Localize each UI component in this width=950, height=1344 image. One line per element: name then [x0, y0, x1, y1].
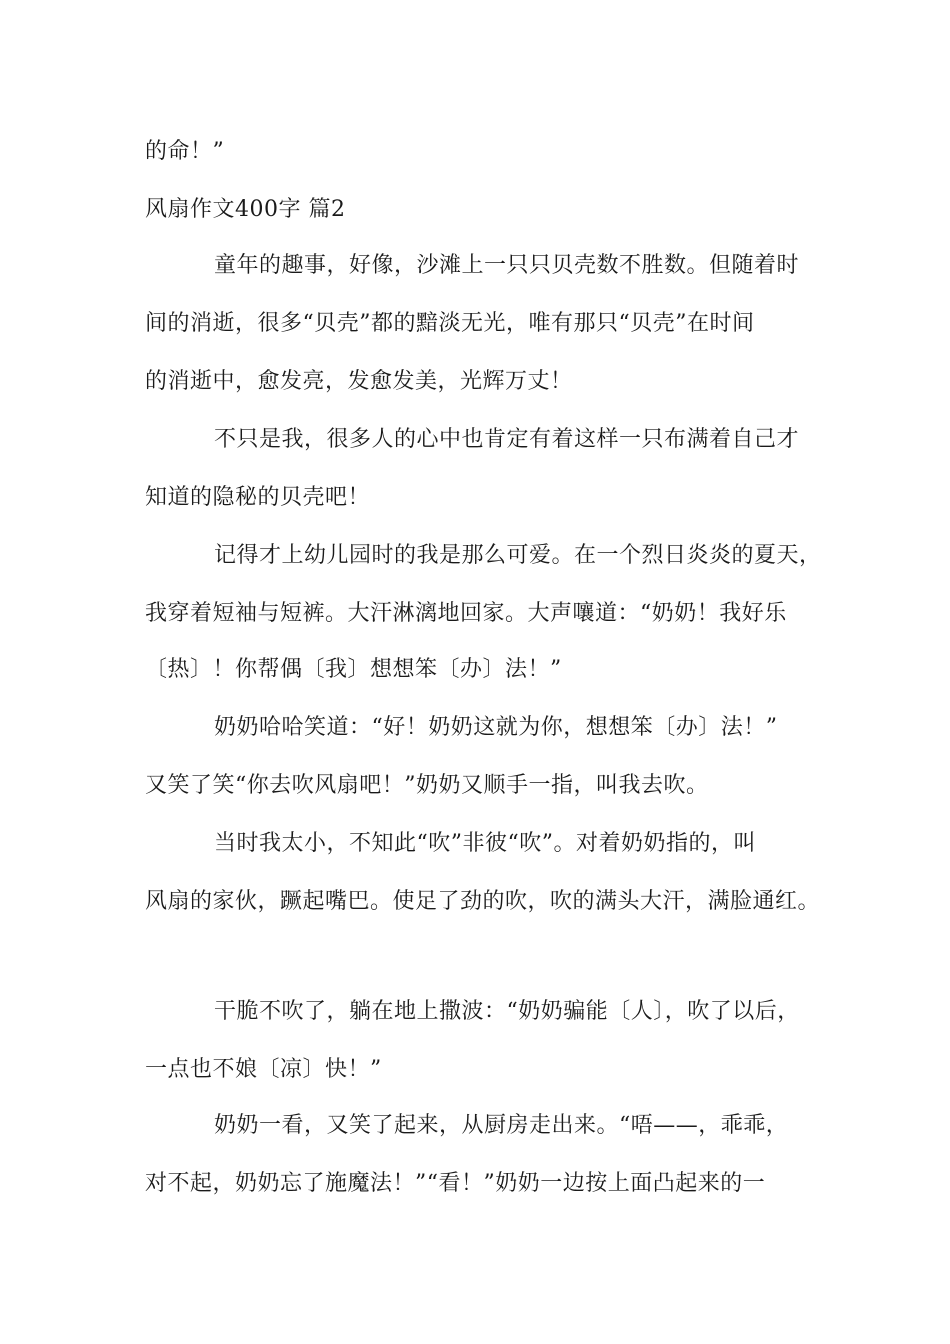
paragraph-line: 知道的隐秘的贝壳吧！ — [145, 485, 371, 510]
paragraph-line: 童年的趣事，好像，沙滩上一只只贝壳数不胜数。但随着时 — [214, 253, 800, 278]
paragraph-line: 奶奶一看，又笑了起来，从厨房走出来。“唔——，乖乖， — [214, 1113, 789, 1138]
paragraph-line: 的消逝中，愈发亮，发愈发美，光辉万丈！ — [145, 369, 573, 394]
section-heading: 风扇作文400字 篇2 — [145, 197, 346, 222]
paragraph-line: 当时我太小，不知此“吹”非彼“吹”。对着奶奶指的，叫 — [214, 831, 756, 856]
paragraph-line: 又笑了笑“你去吹风扇吧！”奶奶又顺手一指，叫我去吹。 — [145, 773, 709, 798]
paragraph-line: 间的消逝，很多“贝壳”都的黯淡无光，唯有那只“贝壳”在时间 — [145, 311, 755, 336]
paragraph-line: 一点也不娘〔凉〕快！” — [145, 1057, 382, 1082]
paragraph-line: 奶奶哈哈笑道：“好！奶奶这就为你，想想笨〔办〕法！” — [214, 715, 778, 740]
paragraph-line: 干脆不吹了，躺在地上撒波：“奶奶骗能〔人〕，吹了以后， — [214, 999, 800, 1024]
paragraph-line: 不只是我，很多人的心中也肯定有着这样一只布满着自己才 — [214, 427, 800, 452]
text-line: 的命！” — [145, 139, 225, 164]
paragraph-line: 〔热〕！你帮偶〔我〕想想笨〔办〕法！” — [145, 657, 562, 682]
paragraph-line: 记得才上幼儿园时的我是那么可爱。在一个烈日炎炎的夏天， — [214, 543, 822, 568]
paragraph-line: 对不起，奶奶忘了施魔法！”“看！”奶奶一边按上面凸起来的一 — [145, 1171, 766, 1196]
paragraph-line: 风扇的家伙，蹶起嘴巴。使足了劲的吹，吹的满头大汗，满脸通红。 — [145, 889, 821, 914]
paragraph-line: 我穿着短袖与短裤。大汗淋漓地回家。大声嚷道：“奶奶！我好乐 — [145, 601, 787, 626]
